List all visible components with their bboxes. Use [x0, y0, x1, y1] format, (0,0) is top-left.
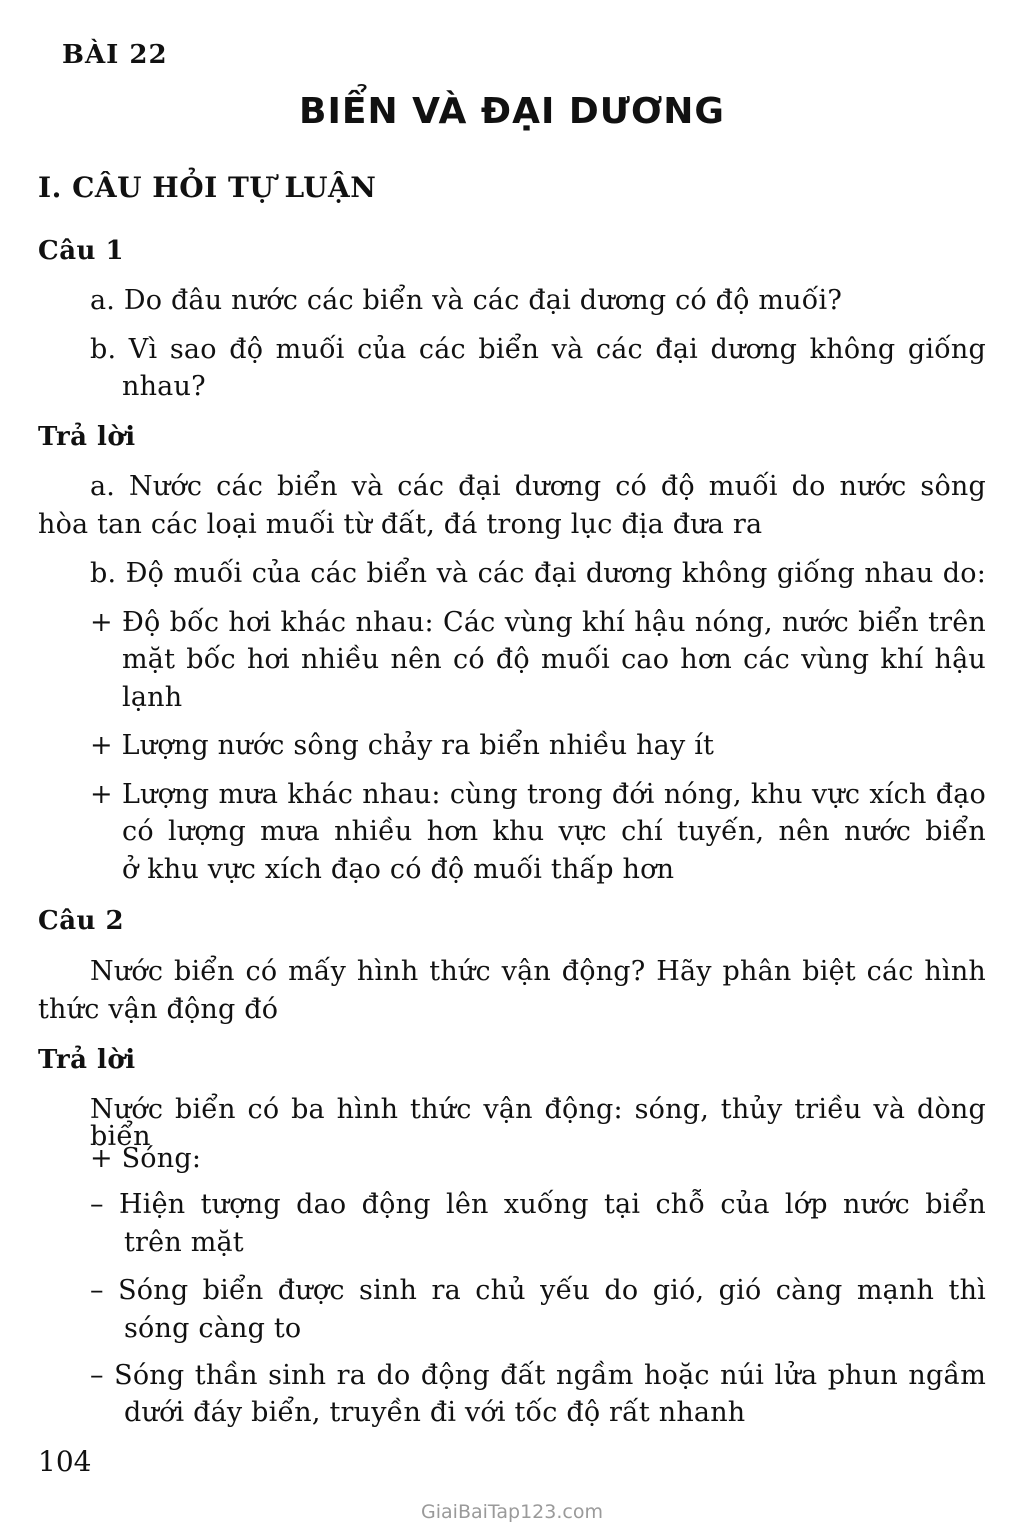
answer-2-dash-1-line-1: – Hiện tượng dao động lên xuống tại chỗ của lớp nước biển — [90, 1189, 986, 1220]
answer-1-b: b. Độ muối của các biển và các đại dương không giống nhau do: — [90, 558, 986, 589]
answer-2-dash-3-line-2: dưới đáy biển, truyền đi với tốc độ rất nhanh — [124, 1397, 746, 1428]
lesson-number: BÀI 22 — [62, 40, 168, 70]
question-1-heading: Câu 1 — [38, 236, 125, 266]
answer-1-point-1-line-3: lạnh — [122, 682, 183, 713]
answer-1-a-line-2: hòa tan các loại muối từ đất, đá trong lục địa đưa ra — [38, 509, 763, 540]
question-1-part-a: a. Do đâu nước các biển và các đại dương có độ muối? — [90, 285, 843, 316]
answer-2-intro: Nước biển có ba hình thức vận động: sóng, thủy triều và dòng biển — [90, 1094, 986, 1152]
answer-2-dash-2-line-2: sóng càng to — [124, 1313, 302, 1344]
answer-1-point-3-line-1: + Lượng mưa khác nhau: cùng trong đới nóng, khu vực xích đạo — [90, 779, 986, 810]
answer-1-point-3-line-3: ở khu vực xích đạo có độ muối thấp hơn — [122, 854, 675, 885]
question-1-part-b-line-2: nhau? — [122, 371, 206, 402]
page-title: BIỂN VÀ ĐẠI DƯƠNG — [299, 91, 725, 132]
answer-2-heading: Trả lời — [38, 1045, 136, 1075]
watermark: GiaiBaiTap123.com — [421, 1501, 603, 1523]
section-heading: I. CÂU HỎI TỰ LUẬN — [38, 171, 377, 204]
question-2-heading: Câu 2 — [38, 906, 125, 936]
answer-1-point-2: + Lượng nước sông chảy ra biển nhiều hay ít — [90, 730, 715, 761]
answer-2-waves: + Sóng: — [90, 1143, 202, 1174]
answer-2-dash-1-line-2: trên mặt — [124, 1227, 244, 1258]
answer-2-dash-3-line-1: – Sóng thần sinh ra do động đất ngầm hoặc núi lửa phun ngầm — [90, 1360, 986, 1391]
answer-1-a-line-1: a. Nước các biển và các đại dương có độ muối do nước sông — [90, 471, 986, 502]
question-2-line-1: Nước biển có mấy hình thức vận động? Hãy phân biệt các hình — [90, 956, 986, 987]
question-1-part-b-line-1: b. Vì sao độ muối của các biển và các đại dương không giống — [90, 334, 986, 365]
question-2-line-2: thức vận động đó — [38, 994, 279, 1025]
answer-2-dash-2-line-1: – Sóng biển được sinh ra chủ yếu do gió, gió càng mạnh thì — [90, 1275, 986, 1306]
page-number: 104 — [38, 1445, 92, 1478]
answer-1-heading: Trả lời — [38, 422, 136, 452]
answer-1-point-1-line-2: mặt bốc hơi nhiều nên có độ muối cao hơn các vùng khí hậu — [122, 644, 986, 675]
answer-1-point-1-line-1: + Độ bốc hơi khác nhau: Các vùng khí hậu nóng, nước biển trên — [90, 607, 986, 638]
answer-1-point-3-line-2: có lượng mưa nhiều hơn khu vực chí tuyến, nên nước biển — [122, 816, 986, 847]
